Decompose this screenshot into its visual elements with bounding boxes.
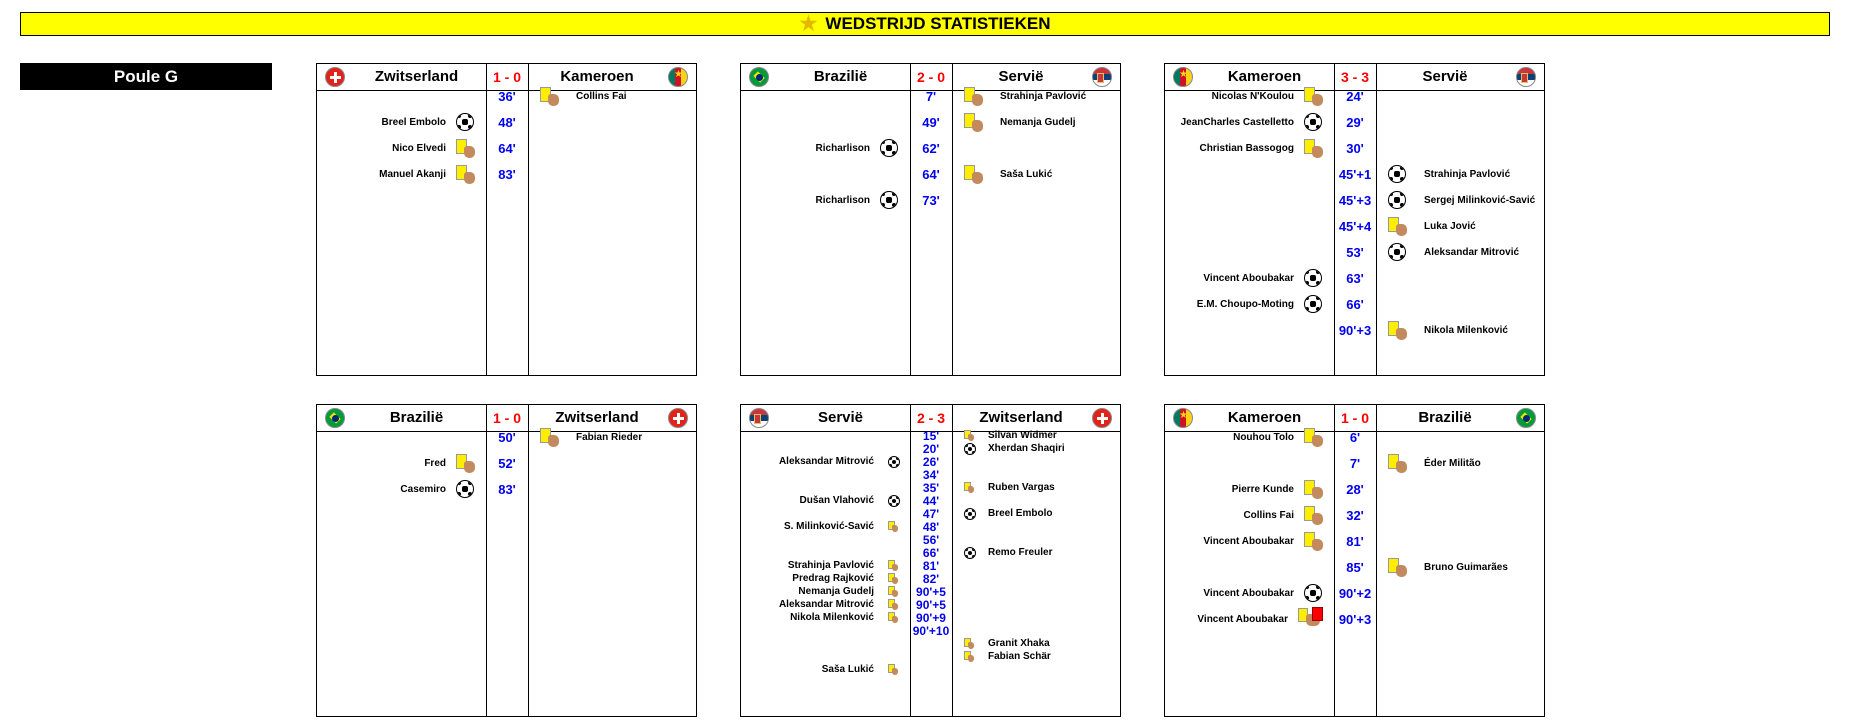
event-minute: 50' [498,430,516,445]
column-divider [486,405,487,716]
event-minute: 45'+1 [1338,167,1372,182]
column-divider [528,405,529,716]
event-player: Nicolas N'Koulou [1211,91,1294,102]
event-player: Nico Elvedi [392,143,446,154]
event-player: Christian Bassogog [1199,143,1294,154]
match-score: 1 - 0 [1340,410,1369,426]
red-card-icon [1298,607,1324,627]
yellow-card-icon [888,521,899,532]
match-card [1164,404,1545,717]
cm-flag-icon [1173,67,1193,87]
event-player: Remo Freuler [988,547,1053,558]
yellow-card-icon [456,139,476,159]
soccer-ball-icon [1388,191,1406,209]
event-minute: 26' [922,455,940,469]
yellow-card-icon [964,87,984,107]
soccer-ball-icon [456,113,474,131]
event-minute: 47' [922,507,940,521]
away-team-name: Servië [998,68,1044,85]
rs-flag-icon [749,408,769,428]
column-divider [952,405,953,716]
event-minute: 45'+3 [1338,193,1372,208]
match-score: 2 - 0 [916,69,945,85]
event-minute: 20' [922,442,940,456]
event-minute: 36' [498,89,516,104]
event-minute: 49' [922,115,940,130]
yellow-card-icon [1304,532,1324,552]
event-player: Fabian Rieder [576,432,643,443]
home-team-name: Servië [817,409,864,426]
ch-flag-icon [325,67,345,87]
match-card [316,404,697,717]
event-minute: 44' [922,494,940,508]
away-team-name: Brazilië [1418,409,1472,426]
event-minute: 45'+4 [1338,219,1372,234]
yellow-card-icon [1388,454,1408,474]
br-flag-icon [1516,408,1536,428]
yellow-card-icon [1304,87,1324,107]
event-player: Casemiro [400,484,446,495]
yellow-card-icon [1388,321,1408,341]
event-minute: 52' [498,456,516,471]
event-minute: 53' [1346,245,1364,260]
event-minute: 15' [922,429,940,443]
yellow-card-icon [964,638,975,649]
soccer-ball-icon [456,480,474,498]
event-player: Saša Lukić [1000,169,1053,180]
star-icon: ★ [799,13,818,35]
event-player: Strahinja Pavlović [787,560,874,571]
event-minute: 63' [1346,271,1364,286]
soccer-ball-icon [1304,295,1322,313]
ch-flag-icon [1092,408,1112,428]
ch-flag-icon [668,408,688,428]
event-minute: 64' [498,141,516,156]
yellow-card-icon [1304,428,1324,448]
rs-flag-icon [1092,67,1112,87]
yellow-card-icon [964,165,984,185]
event-minute: 90'+2 [1338,586,1372,601]
soccer-ball-icon [964,508,976,520]
event-minute: 35' [922,481,940,495]
soccer-ball-icon [880,191,898,209]
event-player: Vincent Aboubakar [1203,273,1294,284]
event-player: Sergej Milinković-Savić [1424,195,1536,206]
soccer-ball-icon [888,495,900,507]
yellow-card-icon [456,165,476,185]
event-minute: 83' [498,167,516,182]
event-minute: 66' [922,546,940,560]
yellow-card-icon [888,586,899,597]
event-minute: 28' [1346,482,1364,497]
event-player: JeanCharles Castelletto [1180,117,1294,128]
rs-flag-icon [1516,67,1536,87]
column-divider [486,64,487,375]
soccer-ball-icon [888,456,900,468]
away-team-name: Zwitserland [555,409,639,426]
event-minute: 90'+9 [916,611,946,625]
event-player: Bruno Guimarães [1424,562,1508,573]
event-player: E.M. Choupo-Moting [1196,299,1294,310]
event-minute: 30' [1346,141,1364,156]
match-score: 2 - 3 [916,410,945,426]
yellow-card-icon [456,454,476,474]
yellow-card-icon [888,560,899,571]
column-divider [1376,405,1377,716]
event-player: Granit Xhaka [988,638,1050,649]
br-flag-icon [749,67,769,87]
event-minute: 85' [1346,560,1364,575]
event-player: Xherdan Shaqiri [988,443,1065,454]
event-player: Fred [424,458,446,469]
event-player: Aleksandar Mitrović [778,456,874,467]
event-player: Nikola Milenković [790,612,874,623]
event-minute: 81' [922,559,940,573]
column-divider [1376,64,1377,375]
yellow-card-icon [964,113,984,133]
match-card [1164,63,1545,376]
event-minute: 90'+3 [1338,612,1372,627]
column-divider [910,64,911,375]
event-minute: 32' [1346,508,1364,523]
event-minute: 48' [922,520,940,534]
soccer-ball-icon [1304,584,1322,602]
soccer-ball-icon [1388,243,1406,261]
cm-flag-icon [668,67,688,87]
home-team-name: Brazilië [813,68,868,85]
event-minute: 66' [1346,297,1364,312]
event-player: Nemanja Gudelj [1000,117,1076,128]
yellow-card-icon [964,651,975,662]
event-minute: 7' [925,89,937,104]
event-player: Richarlison [815,143,870,154]
home-team-name: Brazilië [389,409,444,426]
event-minute: 62' [922,141,940,156]
yellow-card-icon [1304,139,1324,159]
event-minute: 90'+10 [912,624,950,638]
event-player: Nemanja Gudelj [798,586,874,597]
event-player: Silvan Widmer [988,430,1057,441]
event-player: Richarlison [815,195,870,206]
yellow-card-icon [964,430,975,441]
yellow-card-icon [888,612,899,623]
column-divider [528,64,529,375]
event-minute: 29' [1346,115,1364,130]
column-divider [952,64,953,375]
event-player: Aleksandar Mitrović [778,599,874,610]
event-player: Vincent Aboubakar [1197,614,1288,625]
event-player: Vincent Aboubakar [1203,588,1294,599]
event-player: Ruben Vargas [988,482,1055,493]
yellow-card-icon [1388,558,1408,578]
event-player: Nikola Milenković [1424,325,1508,336]
event-player: Vincent Aboubakar [1203,536,1294,547]
event-minute: 83' [498,482,516,497]
event-minute: 90'+3 [1338,323,1372,338]
yellow-card-icon [888,664,899,675]
yellow-card-icon [540,87,560,107]
event-player: Strahinja Pavlović [1424,169,1511,180]
event-player: Breel Embolo [381,117,446,128]
event-minute: 6' [1349,430,1361,445]
event-minute: 90'+5 [916,585,946,599]
event-player: Luka Jović [1424,221,1476,232]
event-player: Manuel Akanji [379,169,446,180]
event-player: Éder Militão [1424,458,1481,469]
away-team-name: Zwitserland [979,409,1063,426]
event-minute: 48' [498,115,516,130]
away-team-name: Kameroen [560,68,634,85]
event-player: Pierre Kunde [1231,484,1294,495]
event-minute: 7' [1349,456,1361,471]
soccer-ball-icon [1304,269,1322,287]
event-minute: 81' [1346,534,1364,549]
event-player: Nouhou Tolo [1233,432,1294,443]
event-player: S. Milinković-Savić [783,521,874,532]
event-player: Dušan Vlahović [799,495,874,506]
event-minute: 82' [922,572,940,586]
yellow-card-icon [1304,480,1324,500]
event-player: Strahinja Pavlović [1000,91,1087,102]
event-minute: 24' [1346,89,1364,104]
page-banner [20,12,1830,36]
page-title: WEDSTRIJD STATISTIEKEN [825,14,1051,33]
match-card [740,404,1121,717]
poule-label: Poule G [20,63,272,90]
home-team-name: Kameroen [1227,68,1302,85]
cm-flag-icon [1173,408,1193,428]
match-card [740,63,1121,376]
event-minute: 73' [922,193,940,208]
event-player: Predrag Rajković [792,573,874,584]
event-player: Collins Fai [576,91,627,102]
yellow-card-icon [888,599,899,610]
event-player: Saša Lukić [821,664,874,675]
home-team-name: Kameroen [1227,409,1302,426]
soccer-ball-icon [1388,165,1406,183]
match-score: 1 - 0 [492,69,521,85]
yellow-card-icon [964,482,975,493]
br-flag-icon [325,408,345,428]
yellow-card-icon [1388,217,1408,237]
event-minute: 56' [922,533,940,547]
soccer-ball-icon [880,139,898,157]
home-team-name: Zwitserland [374,68,459,85]
yellow-card-icon [540,428,560,448]
away-team-name: Servië [1422,68,1468,85]
event-player: Fabian Schär [988,651,1051,662]
event-player: Breel Embolo [988,508,1053,519]
match-score: 3 - 3 [1340,69,1369,85]
soccer-ball-icon [964,443,976,455]
soccer-ball-icon [1304,113,1322,131]
yellow-card-icon [888,573,899,584]
event-minute: 34' [922,468,940,482]
match-card [316,63,697,376]
event-minute: 90'+5 [916,598,946,612]
match-score: 1 - 0 [492,410,521,426]
event-player: Aleksandar Mitrović [1424,247,1520,258]
soccer-ball-icon [964,547,976,559]
event-minute: 64' [922,167,940,182]
yellow-card-icon [1304,506,1324,526]
event-player: Collins Fai [1243,510,1294,521]
